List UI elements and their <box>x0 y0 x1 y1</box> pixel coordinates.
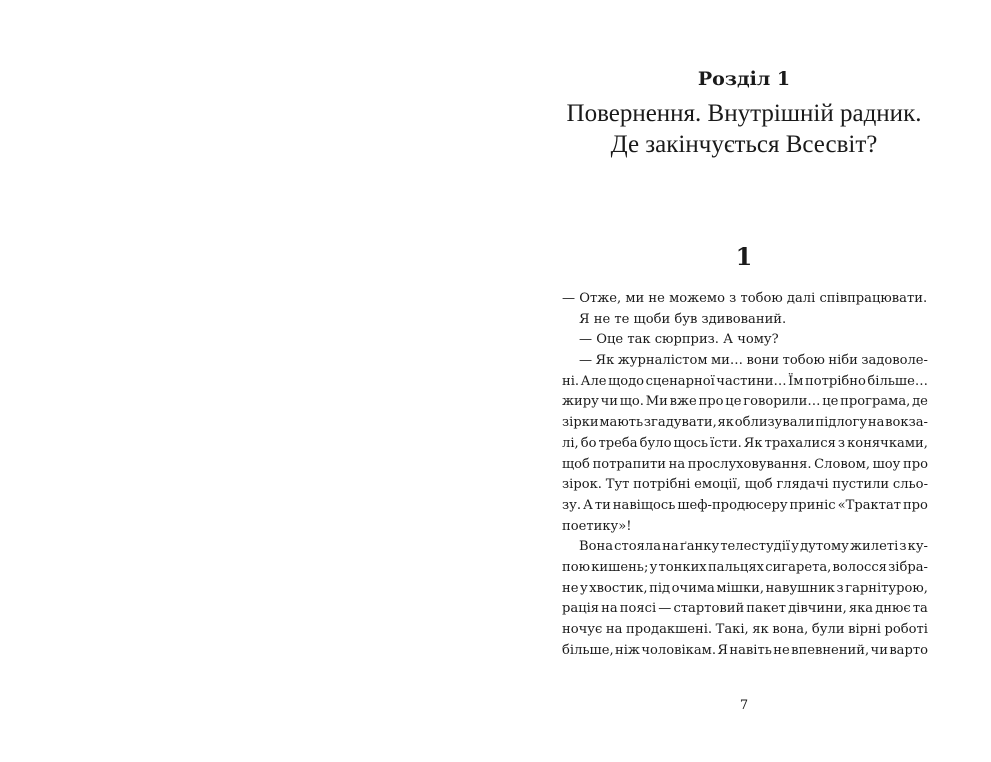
word: гарнітурою, <box>845 580 928 596</box>
word: кишень; <box>591 559 649 575</box>
word: Ми <box>645 394 668 410</box>
word: А <box>582 497 593 513</box>
word: задоволе- <box>861 353 928 369</box>
text-line <box>562 372 928 393</box>
text-line <box>562 620 928 641</box>
word: поясі <box>619 601 657 617</box>
chapter-title-line: Де закінчується Всесвіт? <box>610 131 878 158</box>
word: прослуховування. <box>687 456 812 472</box>
word: Їм <box>788 373 804 389</box>
word: бо <box>580 435 597 451</box>
word: чи <box>600 394 618 410</box>
word: говорили… <box>743 394 821 410</box>
word: що. <box>619 394 644 410</box>
word: з <box>837 435 846 451</box>
word: облизували <box>734 415 815 431</box>
word: частини… <box>716 373 787 389</box>
word: стояла <box>614 539 662 555</box>
word: потрапити <box>592 456 667 472</box>
chapter-title <box>540 98 948 160</box>
word: на <box>601 601 618 617</box>
word: лі, <box>562 435 579 451</box>
word: дутому <box>800 539 849 555</box>
word: навіть <box>729 642 772 658</box>
word: з <box>899 539 907 555</box>
word: телестудії <box>720 539 791 555</box>
text-line <box>562 579 928 600</box>
word: щодо <box>608 373 645 389</box>
word: під <box>649 580 671 596</box>
word: з <box>836 580 844 596</box>
word: Але <box>580 373 607 389</box>
word: чоловікам. <box>641 642 716 658</box>
section-number: 1 <box>735 242 753 271</box>
word: волосся <box>832 559 887 575</box>
word: — <box>658 601 672 617</box>
word: впевнений, <box>791 642 870 658</box>
word: на <box>605 622 623 637</box>
word: конячками, <box>847 435 928 451</box>
word: яка <box>848 601 874 617</box>
word: це <box>822 394 839 410</box>
word: це <box>725 394 742 410</box>
text-line: Я не те щоби був здивований. <box>579 311 787 327</box>
text-line <box>562 434 928 455</box>
text-line <box>562 558 928 579</box>
word: у <box>649 559 658 575</box>
page-number: 7 <box>739 698 749 713</box>
word: потрібно <box>804 373 866 389</box>
word: сценарної <box>645 373 715 389</box>
word: стартовий <box>673 601 745 617</box>
text-line <box>562 475 928 496</box>
word: та <box>912 601 928 617</box>
word: Словом, <box>814 456 870 472</box>
word: вірні <box>848 622 881 637</box>
body-text <box>562 289 928 661</box>
word: пальцях <box>707 559 764 575</box>
text-line <box>562 496 928 517</box>
text-line <box>562 392 928 413</box>
word: було <box>639 435 672 451</box>
word: на <box>668 456 686 472</box>
word: сльо- <box>892 477 928 493</box>
word: шоу <box>872 456 901 472</box>
word: ні. <box>562 373 580 389</box>
word: про <box>902 497 928 513</box>
word: вони <box>746 353 780 369</box>
text-line: — Отже, ми не можемо з тобою далі співпрацювати. <box>562 291 928 306</box>
word: де <box>912 394 928 410</box>
text-line <box>562 413 928 434</box>
word: ми… <box>711 353 744 369</box>
word: дівчини, <box>788 601 847 617</box>
word: очима <box>671 580 715 596</box>
word: більше… <box>867 373 928 389</box>
word: рація <box>562 601 600 617</box>
text-line <box>562 455 928 476</box>
text-line <box>562 537 928 558</box>
word: у <box>580 580 588 596</box>
word: зібра- <box>888 559 928 575</box>
text-line: — Оце так сюрприз. А чому? <box>579 332 779 348</box>
word: жиру <box>562 394 599 410</box>
word: хвостик, <box>589 580 648 596</box>
word: тобою <box>782 353 825 369</box>
word: ніж <box>615 642 640 658</box>
word: варто <box>889 642 928 658</box>
chapter-label: Розділ 1 <box>697 68 791 90</box>
word: емоції, <box>694 477 741 493</box>
word: на <box>662 539 679 555</box>
word: ніби <box>828 353 858 369</box>
word: згадувати, <box>643 415 717 431</box>
word: чи <box>870 642 888 658</box>
word: зу. <box>562 497 582 513</box>
word: програма, <box>840 394 911 410</box>
text-line: поетику»! <box>562 518 632 534</box>
word: Тут <box>605 477 630 493</box>
word: пою <box>562 559 591 575</box>
word: як <box>717 415 734 431</box>
word: глядачі <box>776 477 829 493</box>
word: роботі <box>884 622 928 637</box>
word: шеф-продюсеру <box>677 497 788 513</box>
word: Такі, <box>715 622 749 637</box>
word: зірок. <box>562 477 602 493</box>
word: ти <box>594 497 611 513</box>
word: їсти. <box>710 435 742 451</box>
word: мають <box>599 415 644 431</box>
word: тонких <box>658 559 707 575</box>
word: більше, <box>562 642 614 658</box>
word: пустили <box>832 477 890 493</box>
word: були <box>811 622 845 637</box>
word: не <box>562 580 579 596</box>
word: Я <box>717 642 728 658</box>
word: навіщось <box>612 497 676 513</box>
word: журналістом <box>617 353 708 369</box>
word: — <box>579 353 593 369</box>
word: щось <box>673 435 709 451</box>
word: приніс <box>789 497 836 513</box>
chapter-title-line: Повернення. Внутрішній радник. <box>566 100 922 127</box>
word: на <box>867 415 885 431</box>
word: Як <box>743 435 763 451</box>
text-line <box>562 599 928 620</box>
word: Як <box>595 353 615 369</box>
word: вже <box>669 394 697 410</box>
text-line <box>562 351 928 372</box>
word: жилеті <box>849 539 899 555</box>
word: ку- <box>907 539 928 555</box>
text-line <box>562 641 928 662</box>
word: треба <box>598 435 638 451</box>
word: вона, <box>772 622 809 637</box>
word: Вона <box>579 539 614 555</box>
word: ґанку <box>679 539 720 555</box>
word: трахалися <box>764 435 836 451</box>
word: пакет <box>746 601 787 617</box>
word: зірки <box>562 415 599 431</box>
word: «Трактат <box>837 497 901 513</box>
word: про <box>902 456 928 472</box>
word: ночує <box>562 622 603 637</box>
word: щоб <box>744 477 773 493</box>
word: як <box>752 622 769 637</box>
word: вокза- <box>885 415 928 431</box>
word: щоб <box>562 456 590 472</box>
word: підлогу <box>815 415 868 431</box>
word: потрібні <box>633 477 691 493</box>
word: про <box>698 394 724 410</box>
word: у <box>791 539 799 555</box>
word: мішки, <box>716 580 765 596</box>
word: сигарета, <box>765 559 832 575</box>
word: навушник <box>765 580 835 596</box>
word: днює <box>875 601 911 617</box>
word: не <box>773 642 790 658</box>
word: продакшені. <box>626 622 713 637</box>
